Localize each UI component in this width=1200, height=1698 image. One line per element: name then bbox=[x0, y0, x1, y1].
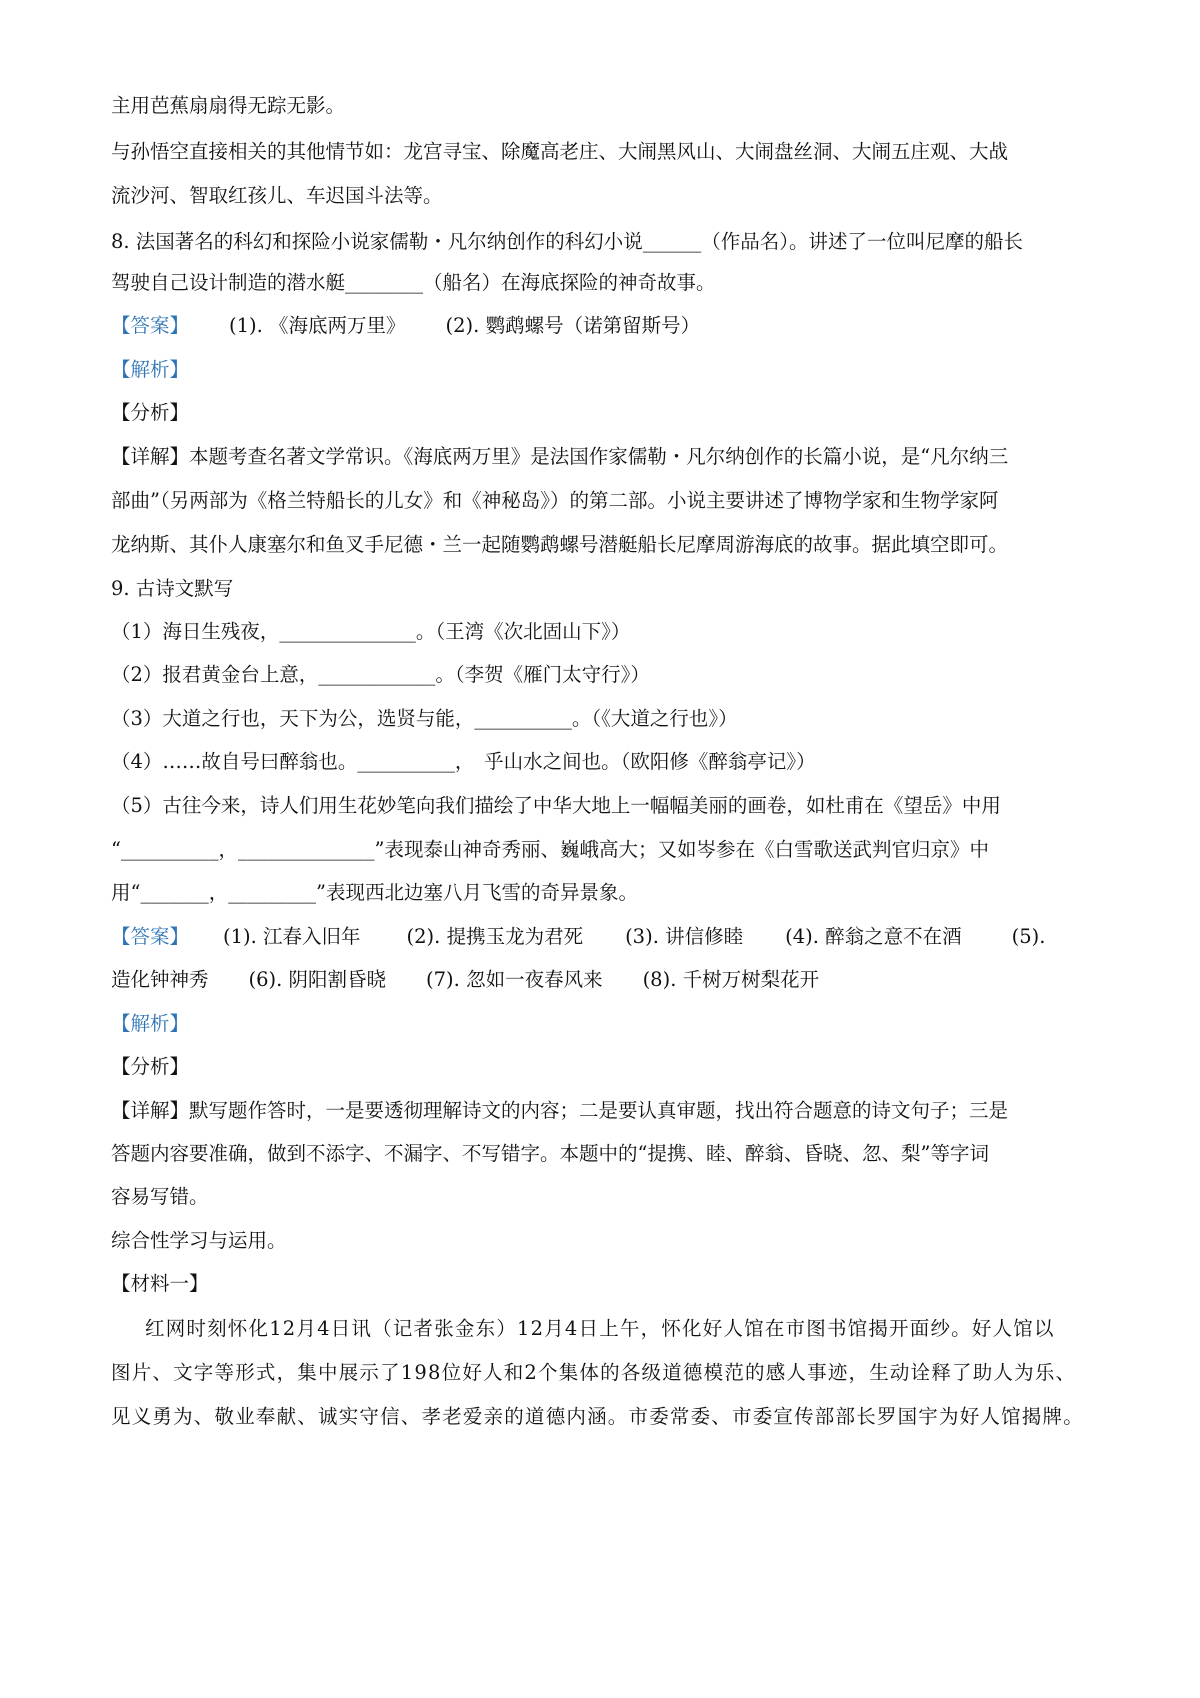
answer-label: 【答案】 bbox=[111, 314, 190, 337]
question-9-title: 9. 古诗文默写 bbox=[111, 577, 234, 600]
material-paragraph: 见义勇为、敬业奉献、诚实守信、孝老爱亲的道德内涵。市委常委、市委宣传部部长罗国宇为好人馆揭牌。 bbox=[111, 1405, 1084, 1428]
poem-fill-item: （1）海日生残夜，______________。（王湾《次北固山下》） bbox=[111, 620, 631, 643]
fenxi-label: 【分析】 bbox=[111, 1055, 190, 1078]
material-paragraph: 图片、文字等形式，集中展示了198位好人和2个集体的各级道德模范的感人事迹，生动诠释了助人为乐、 bbox=[111, 1361, 1077, 1384]
answer-item: (1). 江春入旧年 bbox=[223, 925, 361, 948]
detail-paragraph: 【详解】本题考查名著文学常识。《海底两万里》是法国作家儒勒・凡尔纳创作的长篇小说，是“凡尔纳三 bbox=[111, 445, 1009, 468]
detail-paragraph: 龙纳斯、其仆人康塞尔和鱼叉手尼德・兰一起随鹦鹉螺号潜艇船长尼摩周游海底的故事。据此填空即可。 bbox=[111, 533, 1009, 556]
detail-paragraph: 【详解】默写题作答时，一是要透彻理解诗文的内容；二是要认真审题，找出符合题意的诗文句子；三是 bbox=[111, 1099, 1009, 1122]
question-9-answer bbox=[111, 923, 1101, 951]
detail-paragraph: 部曲”（另两部为《格兰特船长的儿女》和《神秘岛》）的第二部。小说主要讲述了博物学家和生物学家阿 bbox=[111, 489, 999, 512]
answer-item: (1). 《海底两万里》 bbox=[229, 314, 406, 337]
answer-item: (8). 千树万树梨花开 bbox=[642, 968, 820, 991]
fenxi-label: 【分析】 bbox=[111, 401, 190, 424]
poem-fill-item: （2）报君黄金台上意，____________。（李贺《雁门太守行》） bbox=[111, 663, 650, 686]
text-line: 流沙河、智取红孩儿、车迟国斗法等。 bbox=[111, 184, 443, 207]
text-line: 主用芭蕉扇扇得无踪无影。 bbox=[111, 94, 346, 117]
analysis-label: 【解析】 bbox=[111, 1012, 190, 1035]
detail-paragraph: 答题内容要准确，做到不添字、不漏字、不写错字。本题中的“提携、睦、醉翁、昏晓、忽、梨”等字词 bbox=[111, 1142, 989, 1165]
poem-fill-item: （5）古往今来，诗人们用生花妙笔向我们描绘了中华大地上一幅幅美丽的画卷，如杜甫在《望岳》中用 bbox=[111, 794, 1001, 817]
poem-fill-item: （4）……故自号曰醉翁也。__________， 乎山水之间也。（欧阳修《醉翁亭记》） bbox=[111, 750, 816, 773]
answer-item: 造化钟神秀 bbox=[111, 968, 209, 991]
section-title: 综合性学习与运用。 bbox=[111, 1229, 287, 1252]
question-8-stem: 驾驶自己设计制造的潜水艇________（船名）在海底探险的神奇故事。 bbox=[111, 271, 716, 294]
answer-item: (2). 提携玉龙为君死 bbox=[406, 925, 584, 948]
answer-item: (5). bbox=[1011, 925, 1046, 948]
answer-item: (7). 忽如一夜春风来 bbox=[426, 968, 603, 991]
answer-item: (4). 醉翁之意不在酒 bbox=[785, 925, 962, 948]
answer-label: 【答案】 bbox=[111, 925, 190, 948]
material-label: 【材料一】 bbox=[111, 1272, 209, 1295]
question-8-answer bbox=[111, 312, 1101, 340]
question-8-stem: 8. 法国著名的科幻和探险小说家儒勒・凡尔纳创作的科幻小说______（作品名）。讲述了一位叫尼摩的船长 bbox=[111, 230, 1024, 253]
poem-fill-item: 用“_______，_________”表现西北边塞八月飞雪的奇异景象。 bbox=[111, 881, 638, 904]
question-9-answer bbox=[111, 966, 1101, 994]
text-line: 与孙悟空直接相关的其他情节如：龙宫寻宝、除魔高老庄、大闹黑风山、大闹盘丝洞、大闹五庄观、大战 bbox=[111, 140, 1009, 163]
poem-fill-item: “__________，______________”表现泰山神奇秀丽、巍峨高大；又如岑参在《白雪歌送武判官归京》中 bbox=[111, 838, 989, 861]
analysis-label: 【解析】 bbox=[111, 358, 190, 381]
detail-paragraph: 容易写错。 bbox=[111, 1185, 209, 1208]
answer-item: (3). 讲信修睦 bbox=[625, 925, 744, 948]
answer-item: (6). 阴阳割昏晓 bbox=[248, 968, 387, 991]
poem-fill-item: （3）大道之行也，天下为公，选贤与能，__________。（《大道之行也》） bbox=[111, 707, 738, 730]
answer-item: (2). 鹦鹉螺号（诺第留斯号） bbox=[445, 314, 701, 337]
material-paragraph: 红网时刻怀化12月4日讯（记者张金东）12月4日上午，怀化好人馆在市图书馆揭开面纱。好人馆以 bbox=[145, 1317, 1055, 1340]
